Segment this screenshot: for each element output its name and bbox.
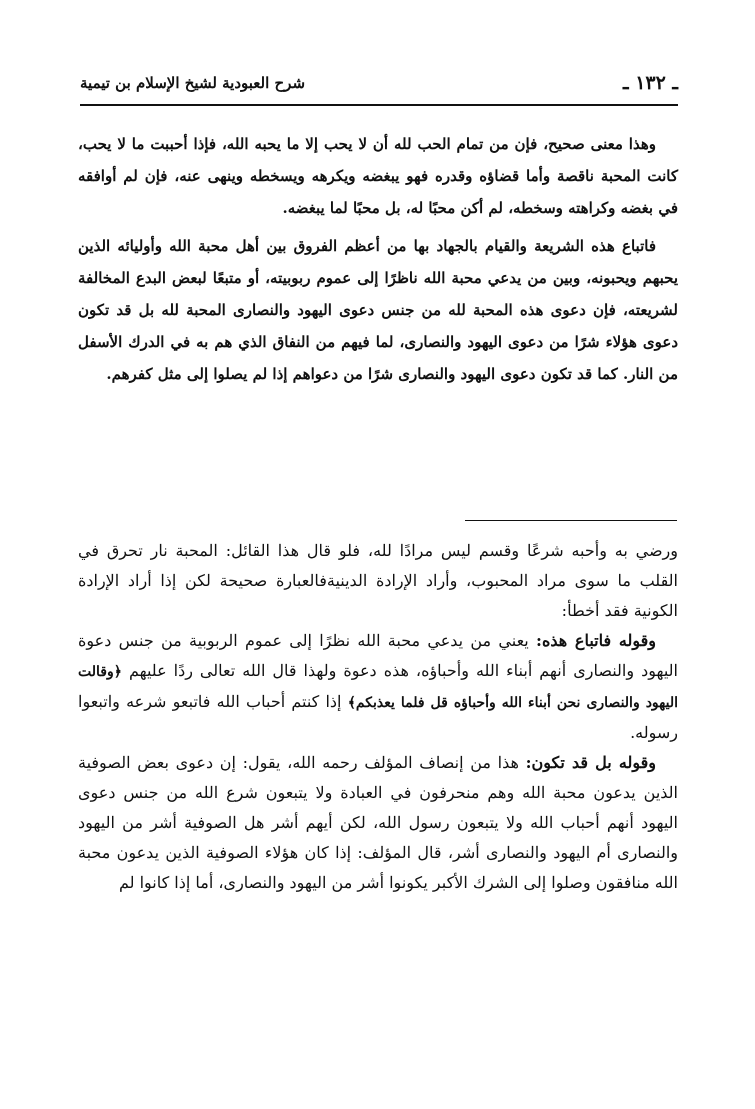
page-header bbox=[80, 70, 678, 106]
main-text bbox=[78, 128, 678, 396]
footnote-paragraph-3 bbox=[78, 748, 678, 898]
paragraph-1 bbox=[78, 128, 678, 224]
quran-verse: ﴿وقالت اليهود والنصارى نحن أبناء الله وأحباؤه قل فلما يعذبكم﴾ bbox=[78, 664, 679, 711]
footnote-3-lead: وقوله بل قد تكون: bbox=[525, 753, 657, 772]
header-rule bbox=[80, 104, 678, 106]
footnote-1-text: ورضي به وأحبه شرعًا وقسم ليس مرادًا لله، فلو قال هذا القائل: المحبة نار تحرق في القلب ما سوى مراد المحبوب، وأراد الإرادة الدينيةفالعبارة صحيحة لكن إذا أراد الإرادة الكونية فقد أخطأ: bbox=[78, 541, 678, 620]
footnote-separator bbox=[465, 520, 677, 521]
page-number: ـ ١٣٢ ـ bbox=[623, 72, 678, 94]
footnote-section bbox=[78, 536, 678, 898]
paragraph-2-text: فاتباع هذه الشريعة والقيام بالجهاد بها من أعظم الفروق بين أهل محبة الله وأوليائه الذين يحبهم ويحبونه، وبين من يدعي محبة الله ناظرًا إلى عموم ربوبيته، أو متبعًا لبعض البدع المخالفة لشريعته، فإن دعوى هذه المحبة لله من جنس دعوى اليهود والنصارى المحبة لله بل قد تكون دعوى هؤلاء شرًا من دعوى اليهود والنصارى، لما فيهم من النفاق الذي هم به في الدرك الأسفل من النار. كما قد تكون دعوى اليهود والنصارى شرًا من دعواهم إذا لم يصلوا إلى مثل كفرهم. bbox=[78, 237, 678, 383]
footnote-paragraph-1 bbox=[78, 536, 678, 626]
footnote-3-text: هذا من إنصاف المؤلف رحمه الله، يقول: إن دعوى بعض الصوفية الذين يدعون محبة الله وهم منحرفون في العبادة ولا يتبعون شرع الله من جنس دعوى اليهود أنهم أحباب الله ولا يتبعون رسول الله، لكن أيهم أشر هل الصوفية أشر من اليهود والنصارى أم اليهود والنصارى أشر، قال المؤلف: إذا كان هؤلاء الصوفية الذين يدعون محبة الله منافقون وصلوا إلى الشرك الأكبر يكونوا أشر من اليهود والنصارى، أما إذا كانوا لم bbox=[78, 753, 678, 892]
running-title: شرح العبودية لشيخ الإسلام بن تيمية bbox=[80, 74, 306, 92]
footnote-2-text-b: إذا كنتم أحباب الله فاتبعو شرعه واتبعوا رسوله. bbox=[78, 692, 678, 742]
footnote-paragraph-2 bbox=[78, 626, 678, 748]
paragraph-1-text: وهذا معنى صحيح، فإن من تمام الحب لله أن لا يحب إلا ما يحبه الله، فإذا أحببت ما لا يحب، كانت المحبة ناقصة وأما قضاؤه وقدره فهو يبغضه ويكرهه ويسخطه وينهى عنه، فإن لم أوافقه في بغضه وكراهته وسخطه، لم أكن محبًا له، بل محبًا لما يبغضه. bbox=[78, 135, 678, 217]
paragraph-2 bbox=[78, 230, 678, 390]
footnote-2-text-a: يعني من يدعي محبة الله نظرًا إلى عموم الربوبية من جنس دعوة اليهود والنصارى أنهم أبناء الله وأحباؤه، هذه دعوة ولهذا قال الله تعالى ردًا عليهم bbox=[78, 631, 678, 680]
footnote-2-lead: وقوله فاتباع هذه: bbox=[536, 631, 656, 650]
